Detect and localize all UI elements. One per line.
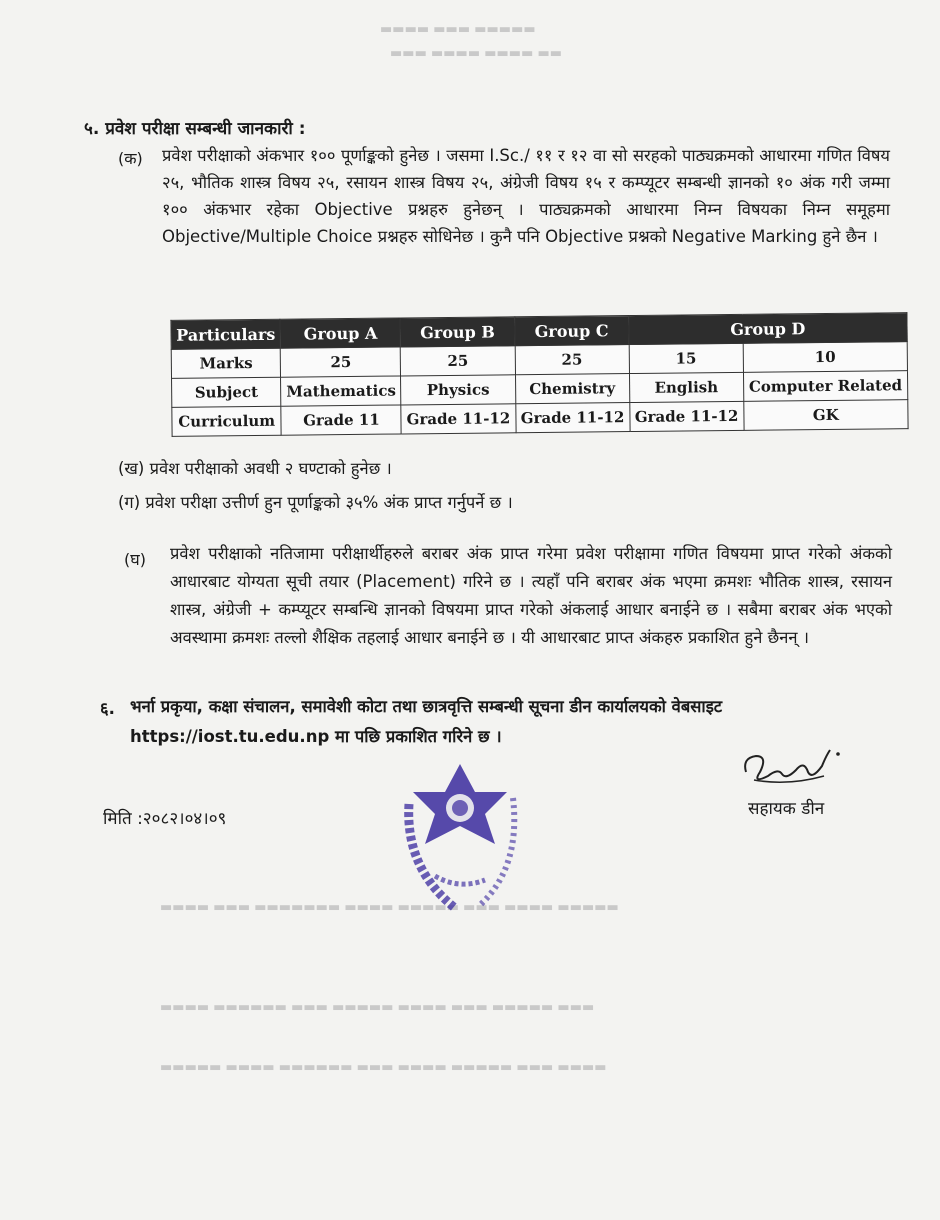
- row-label: Curriculum: [172, 406, 282, 436]
- item-text-kha: प्रवेश परीक्षाको अवधी २ घण्टाको हुनेछ ।: [149, 459, 392, 478]
- table-header: Particulars: [171, 319, 281, 349]
- handwritten-signature: [738, 742, 848, 792]
- document-date: मिति :२०८२।०४।०९: [103, 809, 227, 829]
- table-header: Group A: [280, 318, 400, 348]
- bleed-through-text: ▬▬▬▬ ▬▬▬ ▬▬▬▬▬▬▬ ▬▬▬▬ ▬▬▬▬▬ ▬▬▬ ▬▬▬▬ ▬▬▬▬▬: [160, 900, 619, 915]
- table-cell: Grade 11-12: [629, 401, 743, 431]
- item-marker-ka: (क): [118, 149, 143, 168]
- item-ga: [118, 490, 513, 513]
- table-cell: Chemistry: [515, 374, 629, 404]
- section-6-number: ६.: [100, 699, 115, 718]
- table-cell: 25: [515, 345, 629, 375]
- table-cell: English: [629, 372, 743, 402]
- table-cell: 10: [743, 342, 908, 373]
- section-title: प्रवेश परीक्षा सम्बन्धी जानकारी :: [105, 119, 306, 139]
- table-cell: Computer Related: [743, 371, 908, 402]
- signatory-title: सहायक डीन: [748, 799, 825, 819]
- section-5-heading: [84, 116, 306, 139]
- paragraph-gha: प्रवेश परीक्षाको नतिजामा परीक्षार्थीहरुले बराबर अंक प्राप्त गरेमा प्रवेश परीक्षामा गणित विषयमा प्राप्त गरेको अंकको आधारबाट योग्यता सूची तयार (Placement) गरिने छ । त्यहाँ पनि बराबर अंक भएमा क्रमशः भौतिक शास्त्र, रसायन शास्त्र, अंग्रेजी + कम्प्यूटर सम्बन्धि ज्ञानको विषयमा प्राप्त गरेको अंकलाई आधार बनाईने छ । सबैमा बराबर अंक भएको अवस्थामा क्रमशः तल्लो शैक्षिक तहलाई आधार बनाईने छ । यी आधारबाट प्राप्त अंकहरु प्रकाशित हुने छैनन् ।: [170, 544, 892, 647]
- office-seal-stamp: [395, 758, 525, 918]
- item-marker-ga: (ग): [118, 493, 141, 512]
- section-number: ५.: [84, 119, 100, 139]
- item-kha: [118, 456, 392, 479]
- marks-distribution-table: [170, 312, 908, 437]
- table-cell: 15: [629, 343, 743, 373]
- table-cell: Grade 11-12: [401, 404, 515, 434]
- table-cell: 25: [401, 346, 515, 376]
- item-marker-gha: (घ): [124, 550, 146, 569]
- bleed-through-text: ▬▬▬▬▬ ▬▬▬▬ ▬▬▬▬▬▬ ▬▬▬ ▬▬▬▬ ▬▬▬▬▬ ▬▬▬ ▬▬▬▬: [160, 1060, 607, 1075]
- bleed-through-text: ▬▬▬▬ ▬▬▬▬▬▬ ▬▬▬ ▬▬▬▬▬ ▬▬▬▬ ▬▬▬ ▬▬▬▬▬ ▬▬▬: [160, 1000, 595, 1015]
- row-label: Marks: [171, 348, 281, 378]
- bleed-through-text: ▬▬▬ ▬▬▬▬ ▬▬▬▬ ▬▬: [390, 46, 563, 61]
- table-header: Group B: [400, 317, 514, 347]
- section-6-line-2: https://iost.tu.edu.np मा पछि प्रकाशित गरिने छ ।: [130, 727, 502, 746]
- row-label: Subject: [172, 377, 282, 407]
- item-text-ga: प्रवेश परीक्षा उत्तीर्ण हुन पूर्णाङ्कको ३५% अंक प्राप्त गर्नुपर्ने छ ।: [145, 493, 513, 512]
- table-cell: Mathematics: [281, 376, 401, 406]
- item-marker-kha: (ख): [118, 459, 145, 478]
- paragraph-ka: प्रवेश परीक्षाको अंकभार १०० पूर्णाङ्कको हुनेछ । जसमा I.Sc./ ११ र १२ वा सो सरहको पाठ्यक्रमको आधारमा गणित विषय २५, भौतिक शास्त्र विषय २५, रसायन शास्त्र विषय २५, अंग्रेजी विषय १५ र कम्प्यूटर सम्बन्धी ज्ञानको १० अंक गरी जम्मा १०० अंकभार रहेका Objective प्रश्नहरु हुनेछन् । पाठ्यक्रमको आधारमा निम्न विषयका निम्न समूहमा Objective/Multiple Choice प्रश्नहरु सोधिनेछ । कुनै पनि Objective प्रश्नको Negative Marking हुने छैन ।: [162, 146, 890, 246]
- table-cell: 25: [281, 347, 401, 377]
- section-6-line-1: भर्ना प्रकृया, कक्षा संचालन, समावेशी कोटा तथा छात्रवृत्ति सम्बन्धी सूचना डीन कार्यालयको वेबसाइट: [130, 697, 723, 716]
- table-cell: GK: [743, 400, 908, 431]
- table-cell: Grade 11-12: [515, 403, 629, 433]
- table-cell: Grade 11: [281, 405, 401, 435]
- table-header: Group D: [629, 313, 908, 345]
- table-cell: Physics: [401, 375, 515, 405]
- table-header: Group C: [514, 316, 628, 346]
- bleed-through-text: ▬▬▬▬ ▬▬▬ ▬▬▬▬▬: [380, 22, 536, 37]
